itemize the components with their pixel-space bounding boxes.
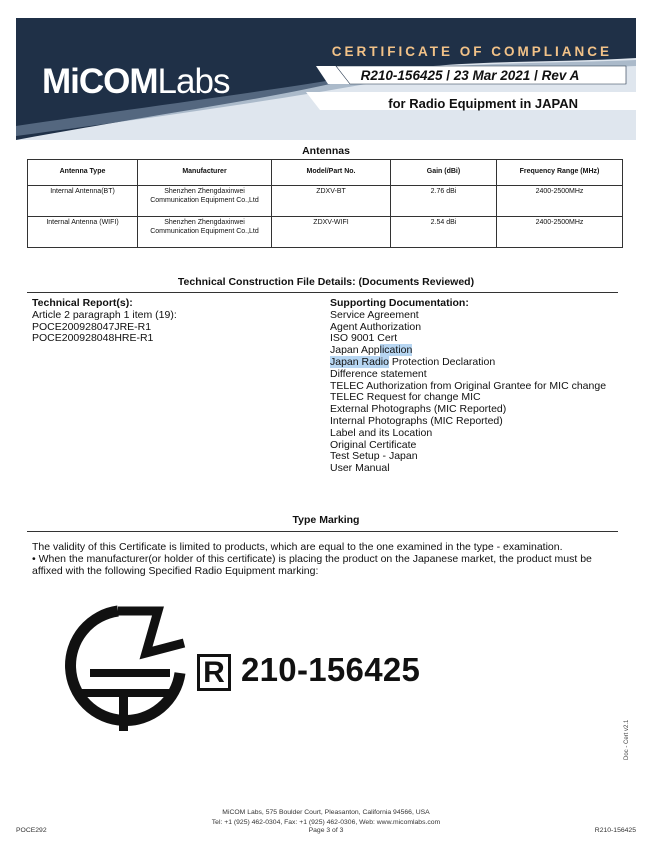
registration-r-mark: R [197, 654, 231, 691]
list-item: POCE200928047JRE-R1 [32, 320, 152, 333]
giteki-mark-icon [62, 593, 192, 743]
divider [27, 292, 618, 293]
list-item: Difference statement [330, 367, 427, 380]
technical-title: Technical Construction File Details: (Documents Reviewed) [177, 276, 475, 288]
list-item: POCE200928048HRE-R1 [32, 332, 154, 345]
technical-reports [32, 298, 312, 345]
list-item: Service Agreement [330, 308, 419, 321]
list-item: External Photographs (MIC Reported) [330, 403, 507, 416]
cell-antenna-type: Internal Antenna(BT) [28, 186, 138, 217]
type-marking-text [32, 541, 622, 577]
cell-frequency: 2400-2500MHz [497, 217, 623, 248]
certificate-subtitle: for Radio Equipment in JAPAN [388, 96, 578, 111]
col-antenna-type: Antenna Type [28, 160, 138, 186]
marking-paragraph: • When the manufacturer(or holder of this certificate) is placing the product on the Japanese market, the product must be affixed with the following Specified Radio Equipment marking: [32, 553, 592, 577]
list-item: TELEC Authorization from Original Grantee for MIC change [330, 379, 607, 392]
list-item: Agent Authorization [330, 320, 422, 333]
validity-paragraph: The validity of this Certificate is limited to products, which are equal to the one examined in the type - examination. [32, 541, 563, 553]
cell-manufacturer: Shenzhen Zhengdaxinwei Communication Equipment Co.,Ltd [138, 186, 272, 217]
cell-model: ZDXV-WIFI [272, 217, 391, 248]
text-selection: lication [379, 344, 413, 357]
footer-address [0, 808, 652, 827]
list-item: Japan Application [330, 344, 413, 357]
list-item: TELEC Request for change MIC [330, 391, 481, 404]
certificate-title: CERTIFICATE OF COMPLIANCE [331, 44, 612, 59]
document-version-note: Doc - Cert v2.1 [624, 719, 630, 760]
list-item: Article 2 paragraph 1 item (19): [32, 308, 177, 321]
table-row [28, 217, 623, 248]
text-selection: Japan Radio [330, 355, 389, 368]
registration-number: 210-156425 [241, 651, 421, 688]
supporting-documentation [330, 298, 630, 475]
micom-labs-logo: MiCOMLabs [42, 62, 230, 101]
table-row [28, 186, 623, 217]
footer-reference: R210-156425 [594, 827, 636, 834]
certificate-reference: R210-156425 / 23 Mar 2021 / Rev A [360, 68, 580, 83]
list-item: Test Setup - Japan [330, 450, 418, 463]
antennas-title: Antennas [302, 145, 350, 157]
footer-client-code: POCE292 [16, 827, 47, 834]
reports-heading: Technical Report(s): [32, 297, 133, 309]
list-item: Japan Radio Protection Declaration [330, 355, 496, 368]
cell-frequency: 2400-2500MHz [497, 186, 623, 217]
col-frequency: Frequency Range (MHz) [497, 160, 623, 186]
list-item: User Manual [330, 462, 390, 475]
antenna-table-header [28, 160, 623, 186]
cell-model: ZDXV-BT [272, 186, 391, 217]
cell-gain: 2.76 dBi [391, 186, 497, 217]
header-band [16, 18, 636, 140]
cell-gain: 2.54 dBi [391, 217, 497, 248]
supporting-heading: Supporting Documentation: [330, 297, 469, 309]
divider [27, 531, 618, 532]
antenna-table [27, 159, 623, 248]
col-manufacturer: Manufacturer [138, 160, 272, 186]
address-line: MiCOM Labs, 575 Boulder Court, Pleasanton, California 94566, USA [222, 809, 430, 816]
col-model: Model/Part No. [272, 160, 391, 186]
cell-antenna-type: Internal Antenna (WIFI) [28, 217, 138, 248]
list-item: Label and its Location [330, 426, 433, 439]
col-gain: Gain (dBi) [391, 160, 497, 186]
list-item: ISO 9001 Cert [330, 332, 398, 345]
type-marking-title: Type Marking [292, 514, 360, 526]
list-item: Original Certificate [330, 438, 417, 451]
cell-manufacturer: Shenzhen Zhengdaxinwei Communication Equipment Co.,Ltd [138, 217, 272, 248]
contact-line: Tel: +1 (925) 462-0304, Fax: +1 (925) 462-0306, Web: www.micomlabs.com [211, 818, 441, 826]
list-item: Internal Photographs (MIC Reported) [330, 414, 503, 427]
page-number: Page 3 of 3 [308, 827, 344, 834]
